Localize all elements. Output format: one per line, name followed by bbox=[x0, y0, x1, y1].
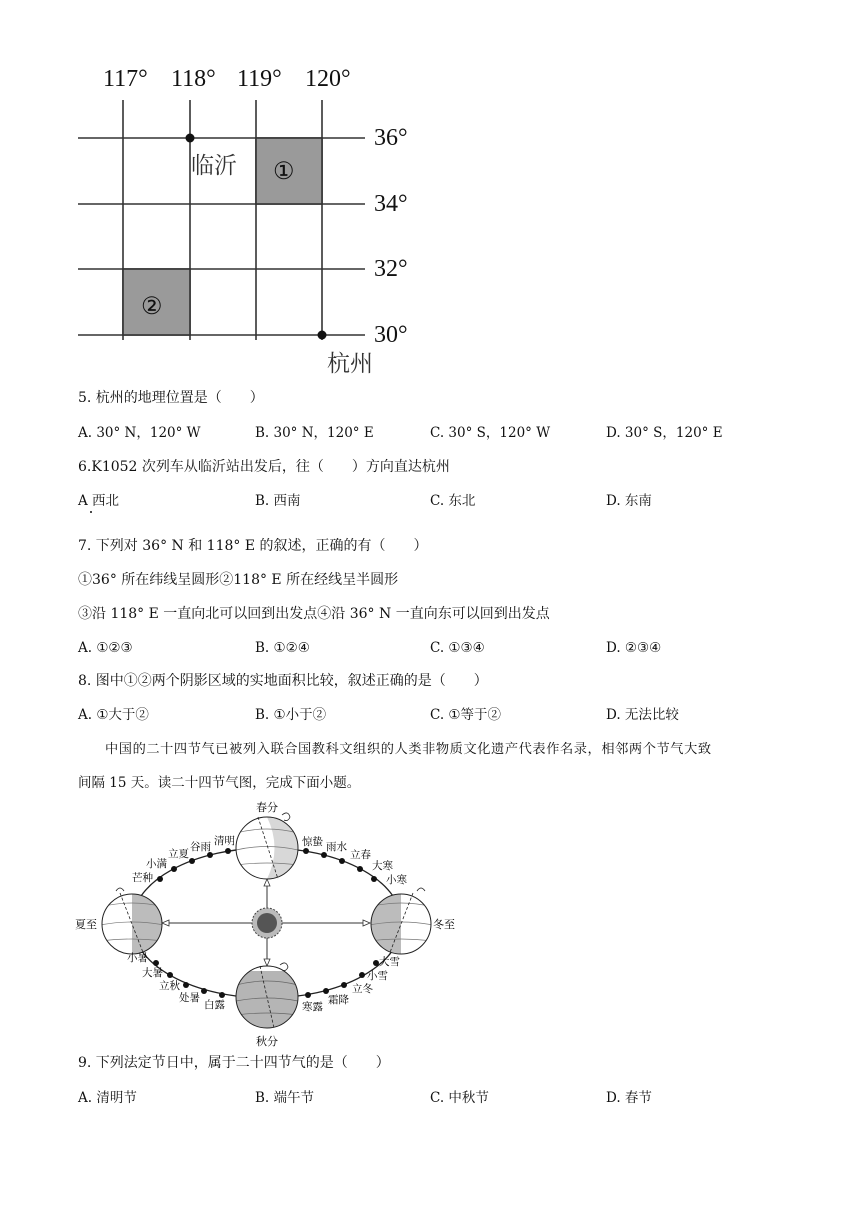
label-xiaohan: 小寒 bbox=[386, 874, 407, 886]
q9-option-c[interactable]: C. 中秋节 bbox=[430, 1090, 489, 1106]
sun-icon bbox=[252, 908, 282, 938]
q5-option-d[interactable]: D. 30° S，120° E bbox=[606, 425, 723, 441]
q7-option-d[interactable]: D. ②③④ bbox=[606, 640, 662, 656]
q5-option-b[interactable]: B. 30° N，120° E bbox=[255, 425, 374, 441]
q7-option-c[interactable]: C. ①③④ bbox=[430, 640, 485, 656]
label-summer-solstice: 夏至 bbox=[75, 918, 97, 931]
label-bailu: 白露 bbox=[204, 999, 225, 1011]
label-liqiu: 立秋 bbox=[159, 980, 180, 992]
q7-option-a[interactable]: A. ①②③ bbox=[78, 640, 133, 656]
lat-label-34: 34° bbox=[374, 191, 408, 217]
q8-option-a[interactable]: A. ①大于② bbox=[78, 707, 149, 723]
lon-label-120: 120° bbox=[305, 66, 351, 92]
lon-label-117: 117° bbox=[103, 66, 148, 92]
earth-winter-solstice-icon bbox=[361, 888, 433, 960]
label-autumn-equinox: 秋分 bbox=[256, 1035, 278, 1048]
q6-stem: 6.K1052 次列车从临沂站出发后，往（ ）方向直达杭州 bbox=[78, 459, 450, 475]
q5-stem: 5. 杭州的地理位置是（ ） bbox=[78, 390, 264, 406]
label-spring-equinox: 春分 bbox=[256, 801, 278, 814]
earth-autumn-equinox-icon bbox=[230, 963, 310, 1031]
label-mangzhong: 芒种 bbox=[132, 872, 153, 884]
q8-stem: 8. 图中①②两个阴影区域的实地面积比较，叙述正确的是（ ） bbox=[78, 673, 488, 689]
lon-label-119: 119° bbox=[237, 66, 282, 92]
label-qingming: 清明 bbox=[214, 835, 235, 847]
label-dahan: 大寒 bbox=[372, 860, 393, 872]
region-label-1: ① bbox=[273, 157, 295, 185]
region-label-2: ② bbox=[141, 292, 163, 320]
label-dashu: 大暑 bbox=[142, 967, 163, 979]
label-jingzhe: 惊蛰 bbox=[302, 836, 323, 848]
lat-label-32: 32° bbox=[374, 256, 408, 282]
label-shuangjiang: 霜降 bbox=[328, 994, 349, 1006]
hangzhou-dot bbox=[318, 331, 327, 340]
earth-spring-equinox-icon bbox=[236, 813, 298, 879]
lat-label-30: 30° bbox=[374, 322, 408, 348]
label-chushu: 处暑 bbox=[179, 992, 200, 1004]
passage-line1: 中国的二十四节气已被列入联合国教科文组织的人类非物质文化遗产代表作名录，相邻两个节气大致 bbox=[105, 742, 712, 757]
q6-option-b[interactable]: B. 西南 bbox=[255, 493, 301, 509]
q8-option-b[interactable]: B. ①小于② bbox=[255, 707, 327, 723]
q6-option-d[interactable]: D. 东南 bbox=[606, 493, 652, 509]
q5-option-c[interactable]: C. 30° S，120° W bbox=[430, 425, 551, 441]
label-daxue: 大雪 bbox=[379, 956, 400, 968]
q6-option-c[interactable]: C. 东北 bbox=[430, 493, 476, 509]
q9-option-d[interactable]: D. 春节 bbox=[606, 1090, 652, 1106]
q7-option-b[interactable]: B. ①②④ bbox=[255, 640, 310, 656]
solar-terms-diagram bbox=[70, 795, 470, 1050]
city-label-linyi: 临沂 bbox=[191, 153, 237, 179]
q7-statement-line1: ①36° 所在纬线呈圆形②118° E 所在经线呈半圆形 bbox=[78, 572, 399, 588]
lon-label-118: 118° bbox=[171, 66, 216, 92]
q6-option-a-dot bbox=[90, 511, 92, 513]
label-xiaoshu: 小暑 bbox=[127, 952, 148, 964]
label-xiaoman: 小满 bbox=[146, 858, 167, 870]
q9-option-a[interactable]: A. 清明节 bbox=[78, 1090, 137, 1106]
label-lidong: 立冬 bbox=[352, 983, 373, 995]
q9-stem: 9. 下列法定节日中，属于二十四节气的是（ ） bbox=[78, 1055, 390, 1071]
q6-option-a[interactable]: A 西北 bbox=[78, 493, 120, 509]
label-winter-solstice: 冬至 bbox=[433, 918, 455, 931]
passage-line2: 间隔 15 天。读二十四节气图，完成下面小题。 bbox=[78, 775, 361, 791]
q7-stem: 7. 下列对 36° N 和 118° E 的叙述，正确的有（ ） bbox=[78, 538, 428, 554]
q8-option-d[interactable]: D. 无法比较 bbox=[606, 707, 679, 723]
label-xiaoxue: 小雪 bbox=[367, 970, 388, 982]
label-yushui: 雨水 bbox=[326, 841, 347, 853]
lat-label-36: 36° bbox=[374, 125, 408, 151]
label-guyu: 谷雨 bbox=[190, 841, 211, 853]
label-lixia: 立夏 bbox=[168, 848, 189, 860]
linyi-dot bbox=[186, 134, 195, 143]
q8-option-c[interactable]: C. ①等于② bbox=[430, 707, 502, 723]
label-lichun: 立春 bbox=[350, 849, 371, 861]
q5-option-a[interactable]: A. 30° N，120° W bbox=[78, 425, 201, 441]
q7-statement-line2: ③沿 118° E 一直向北可以回到出发点④沿 36° N 一直向东可以回到出发点 bbox=[78, 606, 550, 622]
q9-option-b[interactable]: B. 端午节 bbox=[255, 1090, 315, 1106]
earth-summer-solstice-icon bbox=[100, 888, 172, 960]
label-hanlu: 寒露 bbox=[302, 1001, 323, 1013]
city-label-hangzhou: 杭州 bbox=[327, 351, 373, 377]
